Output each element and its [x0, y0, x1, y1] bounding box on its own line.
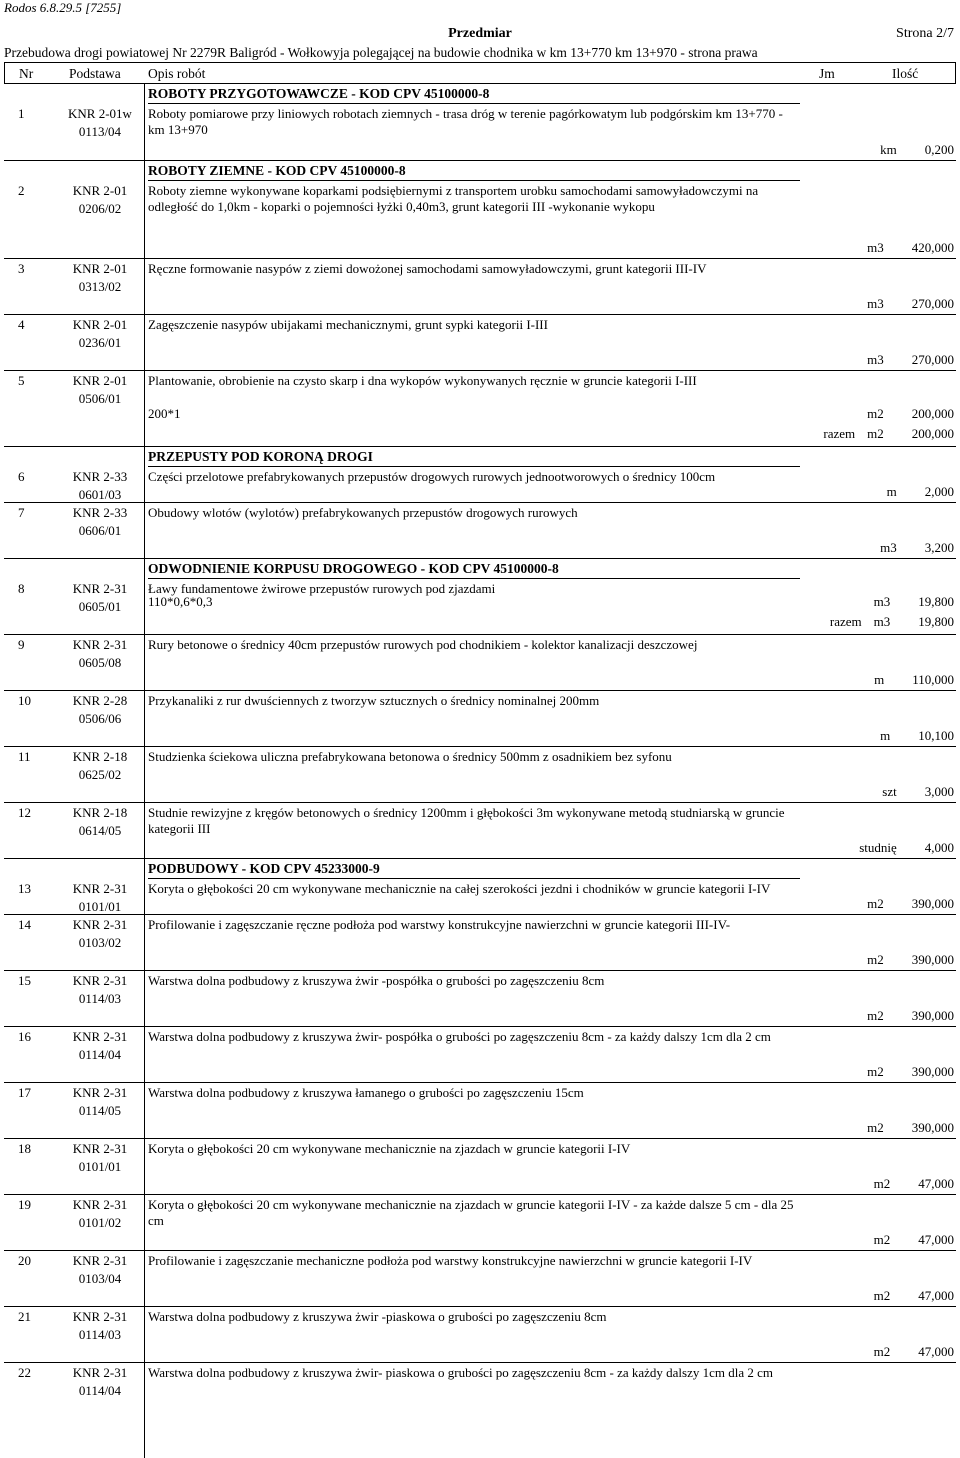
quantity: 270,000 — [911, 352, 954, 367]
table-row — [4, 634, 956, 690]
row-description — [148, 1139, 800, 1157]
base-code — [56, 972, 144, 1008]
quantity: 270,000 — [911, 296, 954, 311]
unit: studnię — [859, 840, 897, 855]
row-description — [148, 1251, 800, 1269]
page-number: Strona 2/7 — [896, 26, 954, 41]
row-description — [148, 315, 800, 333]
row-quantity — [867, 352, 954, 368]
section-heading: ROBOTY ZIEMNE - KOD CPV 45100000-8 — [148, 161, 800, 181]
row-quantity — [867, 896, 954, 912]
quantity: 0,200 — [924, 142, 954, 157]
col-unit-header: Jm — [819, 66, 835, 81]
base-catalog: KNR 2-01w — [68, 106, 132, 121]
work-description: Zagęszczenie nasypów ubijakami mechanicznymi, grunt sypki kategorii I-III — [148, 317, 548, 332]
unit: m2 — [873, 1288, 891, 1303]
base-code — [56, 748, 144, 784]
work-description: Warstwa dolna podbudowy z kruszywa żwir- pospółka o grubości po zagęszczeniu 8cm - za każdy dalszy 1cm dla 2 cm — [148, 1029, 771, 1044]
quantity: 110,000 — [912, 672, 954, 687]
row-number: 18 — [18, 1141, 31, 1156]
base-catalog: KNR 2-31 — [72, 973, 128, 988]
base-position: 0114/04 — [78, 1047, 122, 1062]
work-description: Przykanaliki z rur dwuściennych z tworzyw sztucznych o średnicy nominalnej 200mm — [148, 693, 600, 708]
base-code — [56, 1308, 144, 1344]
work-description: Obudowy wlotów (wylotów) prefabrykowanych przepustów drogowych rurowych — [148, 505, 578, 520]
base-position: 0506/01 — [78, 391, 122, 406]
row-number: 17 — [18, 1085, 31, 1100]
row-quantity — [867, 296, 954, 312]
table-row — [4, 1362, 956, 1402]
base-position: 0605/08 — [78, 655, 122, 670]
row-description — [148, 1307, 800, 1325]
row-description — [148, 915, 800, 933]
row-number: 11 — [18, 749, 31, 764]
work-description: Studnie rewizyjne z kręgów betonowych o średnicy 1200mm i głębokości 3m wykonywane metodą studniarską w gruncie kategorii III — [148, 805, 785, 836]
base-position: 0103/04 — [78, 1271, 122, 1286]
col-base-header: Podstawa — [69, 66, 121, 81]
row-quantity — [859, 840, 954, 856]
calc-quantity — [867, 406, 954, 422]
base-code — [56, 316, 144, 352]
unit: m — [874, 672, 885, 687]
unit: m2 — [873, 1176, 891, 1191]
base-catalog: KNR 2-31 — [72, 1029, 128, 1044]
base-catalog: KNR 2-31 — [72, 1141, 128, 1156]
base-position: 0114/04 — [78, 1383, 122, 1398]
work-description: Roboty ziemne wykonywane koparkami podsiębiernymi z transportem urobku samochodami samowyładowczymi na odległość do 1,0km - koparki o pojemności łyżki 0,40m3, grunt kategorii III -wykonanie wykopu — [148, 183, 759, 214]
work-description: Warstwa dolna podbudowy z kruszywa żwir -pospółka o grubości po zagęszczeniu 8cm — [148, 973, 605, 988]
base-catalog: KNR 2-18 — [72, 749, 128, 764]
base-code — [56, 372, 144, 408]
base-code — [56, 804, 144, 840]
quantity: 10,100 — [918, 728, 954, 743]
total-unit: m2 — [867, 426, 884, 441]
quantity: 390,000 — [911, 896, 954, 911]
table-row — [4, 858, 956, 914]
row-description — [148, 971, 800, 989]
unit: m2 — [873, 1344, 891, 1359]
unit: m2 — [867, 1008, 884, 1023]
base-catalog: KNR 2-28 — [72, 693, 128, 708]
base-code — [56, 692, 144, 728]
base-position: 0625/02 — [78, 767, 122, 782]
work-description: Koryta o głębokości 20 cm wykonywane mechanicznie na całej szerokości jezdni i chodników w gruncie kategorii I-IV — [148, 881, 771, 896]
cost-table — [4, 84, 956, 1402]
base-position: 0114/03 — [78, 991, 122, 1006]
row-number: 12 — [18, 805, 31, 820]
row-number: 10 — [18, 693, 31, 708]
work-description: Plantowanie, obrobienie na czysto skarp i dna wykopów wykonywanych ręcznie w gruncie kategorii I-III — [148, 373, 697, 388]
row-description — [148, 747, 800, 765]
base-catalog: KNR 2-31 — [72, 1253, 128, 1268]
base-code — [56, 1028, 144, 1064]
unit: m — [880, 728, 891, 743]
base-code — [56, 580, 144, 616]
work-description: Części przelotowe prefabrykowanych przepustów drogowych rurowych jednootworowych o średnicy 100cm — [148, 469, 716, 484]
base-catalog: KNR 2-01 — [72, 317, 128, 332]
work-description: Profilowanie i zagęszczanie mechaniczne podłoża pod warstwy konstrukcyjne nawierzchni w gruncie kategorii I-IV — [148, 1253, 753, 1268]
base-catalog: KNR 2-01 — [72, 261, 128, 276]
table-row — [4, 970, 956, 1026]
section-heading: ODWODNIENIE KORPUSU DROGOWEGO - KOD CPV 45100000-8 — [148, 559, 800, 579]
total-label: razem — [823, 426, 856, 441]
row-description — [148, 1363, 800, 1381]
base-position: 0101/01 — [78, 1159, 122, 1174]
table-row — [4, 1250, 956, 1306]
unit: szt — [882, 784, 897, 799]
total-line — [830, 614, 954, 630]
unit: m3 — [873, 594, 891, 609]
total-line — [823, 426, 954, 442]
work-description: Warstwa dolna podbudowy z kruszywa żwir- piaskowa o grubości po zagęszczeniu 8cm - za każdy dalszy 1cm dla 2 cm — [148, 1365, 774, 1380]
row-number: 16 — [18, 1029, 31, 1044]
row-quantity — [867, 1120, 954, 1136]
table-row — [4, 84, 956, 160]
unit: m3 — [867, 240, 884, 255]
base-code — [56, 1364, 144, 1400]
row-description — [148, 161, 800, 215]
row-quantity — [880, 142, 954, 158]
document-title: Przedmiar — [448, 26, 512, 41]
col-nr-header: Nr — [19, 66, 34, 81]
base-catalog: KNR 2-31 — [72, 637, 128, 652]
row-quantity — [874, 1176, 954, 1192]
calc-quantity — [874, 594, 954, 610]
row-quantity — [880, 540, 954, 556]
unit: km — [880, 142, 897, 157]
work-description: Koryta o głębokości 20 cm wykonywane mechanicznie na zjazdach w gruncie kategorii I-IV — [148, 1141, 631, 1156]
base-code — [56, 1252, 144, 1288]
unit: m3 — [880, 540, 897, 555]
section-heading: PODBUDOWY - KOD CPV 45233000-9 — [148, 859, 800, 879]
quantity: 390,000 — [911, 1120, 954, 1135]
table-row — [4, 690, 956, 746]
base-position: 0506/06 — [78, 711, 122, 726]
table-row — [4, 1194, 956, 1250]
table-row — [4, 914, 956, 970]
table-row — [4, 1082, 956, 1138]
col-qty-header: Ilość — [892, 66, 919, 81]
work-description: Ręczne formowanie nasypów z ziemi dowożonej samochodami samowyładowczymi, grunt kategorii III-IV — [148, 261, 707, 276]
row-description — [148, 1027, 800, 1045]
quantity: 390,000 — [911, 1008, 954, 1023]
work-description: Studzienka ściekowa uliczna prefabrykowana betonowa o średnicy 500mm z osadnikiem bez syfonu — [148, 749, 672, 764]
quantity: 3,200 — [924, 540, 954, 555]
row-number: 9 — [18, 637, 25, 652]
base-code — [56, 636, 144, 672]
base-position: 0236/01 — [78, 335, 122, 350]
row-number: 13 — [18, 881, 31, 896]
base-code — [56, 468, 144, 504]
table-row — [4, 558, 956, 634]
base-position: 0101/01 — [78, 899, 122, 914]
work-description: Rury betonowe o średnicy 40cm przepustów rurowych pod chodnikiem - kolektor kanalizacji deszczowej — [148, 637, 698, 652]
quantity: 47,000 — [918, 1176, 954, 1191]
total-label: razem — [829, 614, 862, 629]
row-quantity — [867, 240, 954, 256]
unit: m2 — [867, 952, 884, 967]
base-code — [56, 880, 144, 916]
base-catalog: KNR 2-01 — [72, 373, 128, 388]
base-code — [56, 105, 144, 141]
quantity: 4,000 — [924, 840, 954, 855]
table-row — [4, 502, 956, 558]
base-catalog: KNR 2-31 — [72, 581, 128, 596]
base-position: 0605/01 — [78, 599, 122, 614]
table-header — [4, 62, 956, 84]
section-heading: PRZEPUSTY POD KORONĄ DROGI — [148, 447, 800, 467]
base-position: 0103/02 — [78, 935, 122, 950]
table-row — [4, 446, 956, 502]
row-quantity — [880, 728, 954, 744]
base-catalog: KNR 2-31 — [72, 917, 128, 932]
work-description: Roboty pomiarowe przy liniowych robotach ziemnych - trasa dróg w terenie pagórkowatym lub podgórskim km 13+770 - km 13+970 — [148, 106, 783, 137]
table-row — [4, 1026, 956, 1082]
row-number: 7 — [18, 505, 25, 520]
row-description — [148, 259, 800, 277]
base-code — [56, 182, 144, 218]
row-number: 1 — [18, 106, 25, 121]
work-description: Ławy fundamentowe żwirowe przepustów rurowych pod zjazdami — [148, 581, 496, 596]
base-catalog: KNR 2-31 — [72, 1309, 128, 1324]
row-quantity — [874, 1288, 954, 1304]
software-version: Rodos 6.8.29.5 [7255] — [4, 0, 122, 15]
row-quantity — [867, 952, 954, 968]
row-description — [148, 691, 800, 709]
row-number: 22 — [18, 1365, 31, 1380]
row-quantity — [867, 1008, 954, 1024]
base-position: 0313/02 — [78, 279, 122, 294]
unit: m3 — [867, 352, 884, 367]
unit: m2 — [867, 896, 884, 911]
row-number: 21 — [18, 1309, 31, 1324]
base-catalog: KNR 2-33 — [72, 505, 128, 520]
quantity: 47,000 — [918, 1232, 954, 1247]
base-position: 0601/03 — [78, 487, 122, 502]
table-row — [4, 1306, 956, 1362]
base-catalog: KNR 2-31 — [72, 1365, 128, 1380]
quantity: 200,000 — [911, 406, 954, 421]
base-position: 0101/02 — [78, 1215, 122, 1230]
unit: m3 — [867, 296, 884, 311]
row-description — [148, 859, 800, 897]
row-description — [148, 1195, 800, 1229]
project-subtitle: Przebudowa drogi powiatowej Nr 2279R Baligród - Wołkowyja polegającej na budowie chodnika w km 13+770 km 13+970 - strona prawa — [4, 45, 758, 60]
base-code — [56, 1084, 144, 1120]
row-number: 8 — [18, 581, 25, 596]
row-quantity — [887, 484, 954, 500]
quantity: 2,000 — [924, 484, 954, 499]
row-description — [148, 84, 800, 138]
col-desc-header: Opis robót — [148, 66, 206, 81]
quantity: 19,800 — [918, 594, 954, 609]
row-number: 6 — [18, 469, 25, 484]
work-description: Warstwa dolna podbudowy z kruszywa żwir -piaskowa o grubości po zagęszczeniu 8cm — [148, 1309, 607, 1324]
row-number: 3 — [18, 261, 25, 276]
row-quantity — [874, 672, 954, 688]
total-unit: m3 — [873, 614, 891, 629]
calculation-line: 110*0,6*0,3 — [148, 594, 213, 609]
row-quantity — [882, 784, 954, 800]
row-quantity — [874, 1344, 954, 1360]
base-position: 0606/01 — [78, 523, 122, 538]
table-row — [4, 746, 956, 802]
base-position: 0206/02 — [78, 201, 122, 216]
quantity: 420,000 — [911, 240, 954, 255]
row-number: 20 — [18, 1253, 31, 1268]
table-row — [4, 160, 956, 258]
base-catalog: KNR 2-18 — [72, 805, 128, 820]
unit: m2 — [873, 1232, 891, 1247]
total-quantity: 19,800 — [918, 614, 954, 629]
quantity: 390,000 — [911, 1064, 954, 1079]
base-code — [56, 1196, 144, 1232]
base-code — [56, 504, 144, 540]
row-description — [148, 447, 800, 485]
total-quantity: 200,000 — [911, 426, 954, 441]
quantity: 390,000 — [911, 952, 954, 967]
table-row — [4, 370, 956, 446]
work-description: Profilowanie i zagęszczanie ręczne podłoża pod warstwy konstrukcyjne nawierzchni w gruncie kategorii III-IV- — [148, 917, 731, 932]
quantity: 47,000 — [918, 1288, 954, 1303]
table-row — [4, 258, 956, 314]
base-position: 0114/03 — [78, 1327, 122, 1342]
table-row — [4, 1138, 956, 1194]
row-number: 14 — [18, 917, 31, 932]
row-description — [148, 559, 800, 597]
row-description — [148, 803, 800, 837]
base-catalog: KNR 2-31 — [72, 1085, 128, 1100]
base-catalog: KNR 2-31 — [72, 881, 128, 896]
unit: m2 — [867, 406, 884, 421]
base-catalog: KNR 2-01 — [72, 183, 128, 198]
base-position: 0114/05 — [78, 1103, 122, 1118]
row-description — [148, 635, 800, 653]
calculation-line: 200*1 — [148, 406, 181, 421]
row-description — [148, 1083, 800, 1101]
section-heading: ROBOTY PRZYGOTOWAWCZE - KOD CPV 45100000-8 — [148, 84, 800, 104]
row-description — [148, 503, 800, 521]
work-description: Koryta o głębokości 20 cm wykonywane mechanicznie na zjazdach w gruncie kategorii I-IV - za każde dalsze 5 cm - dla 25 cm — [148, 1197, 794, 1228]
quantity: 3,000 — [924, 784, 954, 799]
work-description: Warstwa dolna podbudowy z kruszywa łamanego o grubości po zagęszczeniu 15cm — [148, 1085, 584, 1100]
base-catalog: KNR 2-31 — [72, 1197, 128, 1212]
row-quantity — [867, 1064, 954, 1080]
base-catalog: KNR 2-33 — [72, 469, 128, 484]
row-number: 19 — [18, 1197, 31, 1212]
quantity: 47,000 — [918, 1344, 954, 1359]
table-row — [4, 314, 956, 370]
base-position: 0614/05 — [78, 823, 122, 838]
row-number: 2 — [18, 183, 25, 198]
unit: m2 — [867, 1064, 884, 1079]
row-number: 4 — [18, 317, 25, 332]
table-row — [4, 802, 956, 858]
row-description — [148, 371, 800, 389]
base-code — [56, 916, 144, 952]
row-number: 15 — [18, 973, 31, 988]
base-code — [56, 260, 144, 296]
base-position: 0113/04 — [78, 124, 122, 139]
unit: m — [886, 484, 897, 499]
base-code — [56, 1140, 144, 1176]
unit: m2 — [867, 1120, 884, 1135]
row-number: 5 — [18, 373, 25, 388]
row-quantity — [874, 1232, 954, 1248]
